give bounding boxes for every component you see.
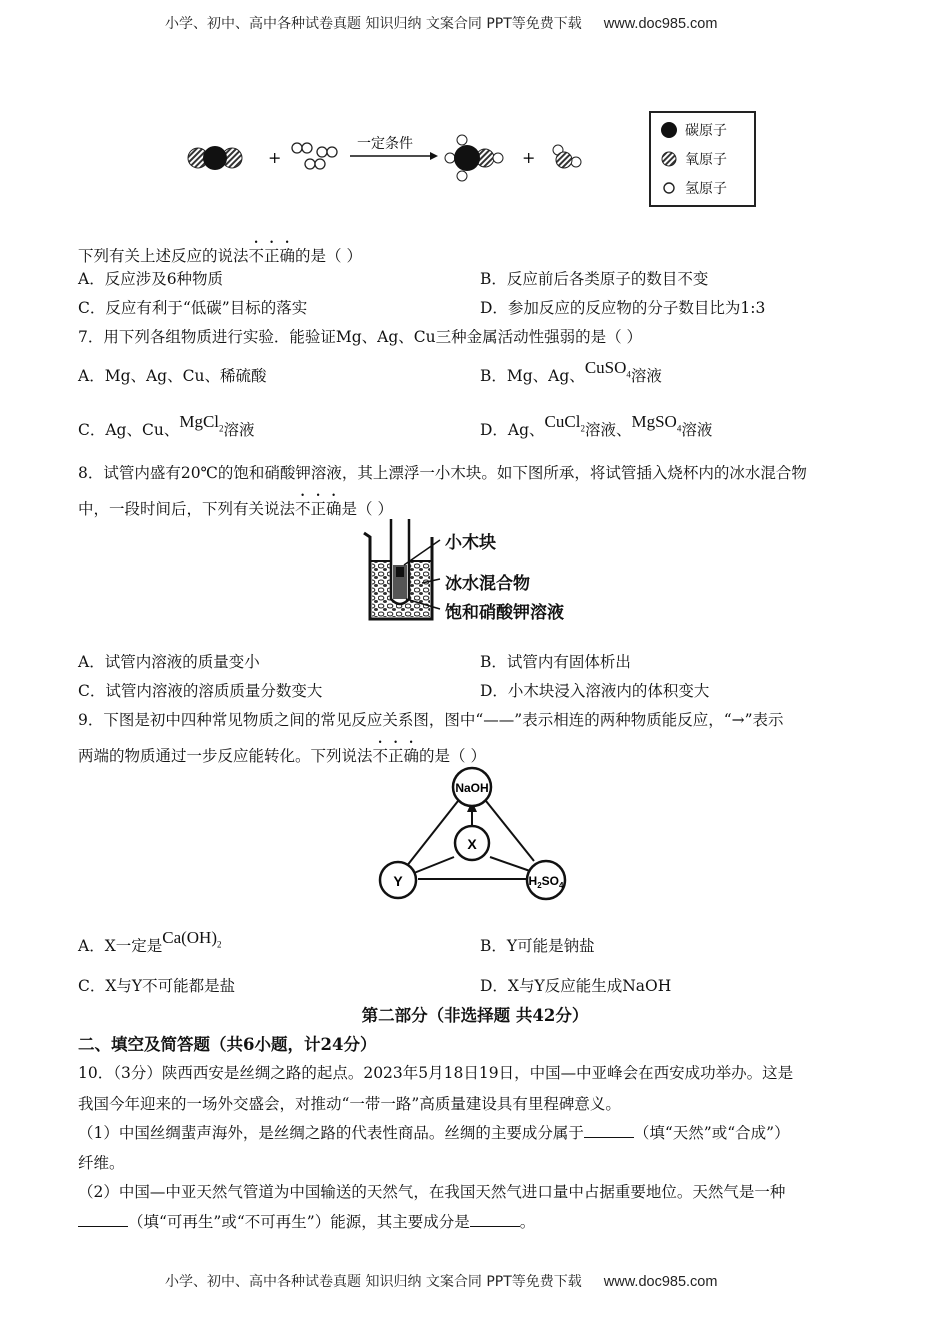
page-footer <box>165 1271 717 1291</box>
carbon-atom-icon <box>661 122 677 138</box>
section2-title: 二、填空及简答题（共6小题，计24分） <box>78 1035 377 1054</box>
q7-option-d[interactable]: D．Ag、CuCl$_2$溶液、MgSO$_4$溶液 <box>480 412 713 439</box>
q10-line2: 我国今年迎来的一场外交盛会，对推动“一带一路”高质量建设具有里程碑意义。 <box>78 1095 621 1113</box>
label-wood-block: 小木块 <box>445 533 496 553</box>
node-h2so4: $H_2SO_4$ <box>528 874 564 890</box>
co2-molecule <box>188 146 242 170</box>
node-naoh: NaOH <box>455 781 489 795</box>
page-header <box>165 13 717 33</box>
relation-diagram <box>370 765 580 905</box>
q7-option-c[interactable]: C．Ag、Cu、MgCl$_2$溶液 <box>78 412 255 439</box>
header-text: 小学、初中、高中各种试卷真题 知识归纳 文案合同 PPT等免费下载 <box>165 16 582 32</box>
legend-symbols <box>659 119 679 199</box>
label-ice-water: 冰水混合物 <box>445 574 530 594</box>
q10-part2-line2: （填“可再生”或“不可再生”）能源，其主要成分是 。 <box>78 1210 535 1232</box>
blank-main-component[interactable] <box>470 1212 520 1227</box>
node-x: X <box>467 836 477 852</box>
q9-stem-line2: 两端的物质通过一步反应能转化。下列说法不正确的是（ ） <box>78 747 486 765</box>
q8-option-a[interactable]: A．试管内溶液的质量变小 <box>78 653 260 671</box>
q8-option-c[interactable]: C．试管内溶液的溶质质量分数变大 <box>78 682 323 700</box>
q7-stem: 7．用下列各组物质进行实验．能验证Mg、Ag、Cu三种金属活动性强弱的是（ ） <box>78 328 643 346</box>
condition-label: 一定条件 <box>357 136 413 152</box>
plus-sign-2: + <box>522 148 536 167</box>
methanol-molecule <box>445 135 503 181</box>
q9-option-c[interactable]: C．X与Y不可能都是盐 <box>78 977 236 995</box>
atom-legend <box>649 111 756 207</box>
label-kno3-solution: 饱和硝酸钾溶液 <box>445 603 564 623</box>
legend-oxygen: 氧原子 <box>685 152 727 168</box>
legend-hydrogen: 氢原子 <box>685 181 727 197</box>
plus-sign-1: + <box>268 148 282 167</box>
water-molecule <box>553 145 581 168</box>
h2-molecules <box>292 143 337 169</box>
q9-stem-line1: 9．下图是初中四种常见物质之间的常见反应关系图，图中“——”表示相连的两种物质能反应，“→”表示 <box>78 711 784 729</box>
reaction-diagram <box>180 130 600 190</box>
q10-part2-line1: （2）中国—中亚天然气管道为中国输送的天然气，在我国天然气进口量中占据重要地位。天然气是一种 <box>78 1183 786 1201</box>
q9-option-a[interactable]: A．X一定是$Ca(OH)_2$ <box>78 928 222 955</box>
legend-carbon: 碳原子 <box>685 123 727 139</box>
q7-option-a[interactable]: A．Mg、Ag、Cu、稀硫酸 <box>78 367 267 385</box>
header-url[interactable]: www.doc985.com <box>603 16 718 32</box>
q9-option-d[interactable]: D．X与Y反应能生成NaOH <box>480 977 672 995</box>
q6-stem: 下列有关上述反应的说法不正确的是（ ） <box>78 247 362 265</box>
hydrogen-atom-icon <box>664 183 674 193</box>
wood-block <box>396 567 404 577</box>
footer-url[interactable]: www.doc985.com <box>603 1274 718 1290</box>
q10-part1: （1）中国丝绸蜚声海外，是丝绸之路的代表性商品。丝绸的主要成分属于 （填“天然”或“合成”） <box>78 1124 790 1142</box>
q10-part1-line2: 纤维。 <box>78 1154 125 1172</box>
q6-option-a[interactable]: A．反应涉及6种物质 <box>78 270 224 288</box>
node-y: Y <box>393 873 403 889</box>
q6-option-c[interactable]: C．反应有利于“低碳”目标的落实 <box>78 299 308 317</box>
q7-option-b[interactable]: B．Mg、Ag、CuSO$_4$溶液 <box>480 358 662 385</box>
q8-option-b[interactable]: B．试管内有固体析出 <box>480 653 631 671</box>
reaction-arrowhead <box>430 152 438 160</box>
oxygen-atom-icon <box>662 152 676 166</box>
blank-energy-type[interactable] <box>78 1212 128 1227</box>
q8-stem-line2: 中，一段时间后，下列有关说法不正确是（ ） <box>78 500 393 518</box>
q9-option-b[interactable]: B．Y可能是钠盐 <box>480 937 595 955</box>
q10-line1: 10．（3分）陕西西安是丝绸之路的起点。2023年5月18日19日，中国—中亚峰会在西安成功举办。这是 <box>78 1064 794 1082</box>
part2-title: 第二部分（非选择题 共42分） <box>361 1006 589 1025</box>
q8-stem-line1: 8．试管内盛有20℃的饱和硝酸钾溶液，其上漂浮一小木块。如下图所承，将试管插入烧杯内的冰水混合物 <box>78 464 807 482</box>
q6-option-b[interactable]: B．反应前后各类原子的数目不变 <box>480 270 709 288</box>
footer-text: 小学、初中、高中各种试卷真题 知识归纳 文案合同 PPT等免费下载 <box>165 1274 582 1290</box>
q6-option-d[interactable]: D．参加反应的反应物的分子数目比为1:3 <box>480 299 766 317</box>
blank-fiber-type[interactable] <box>584 1123 634 1138</box>
q8-option-d[interactable]: D．小木块浸入溶液内的体积变大 <box>480 682 710 700</box>
